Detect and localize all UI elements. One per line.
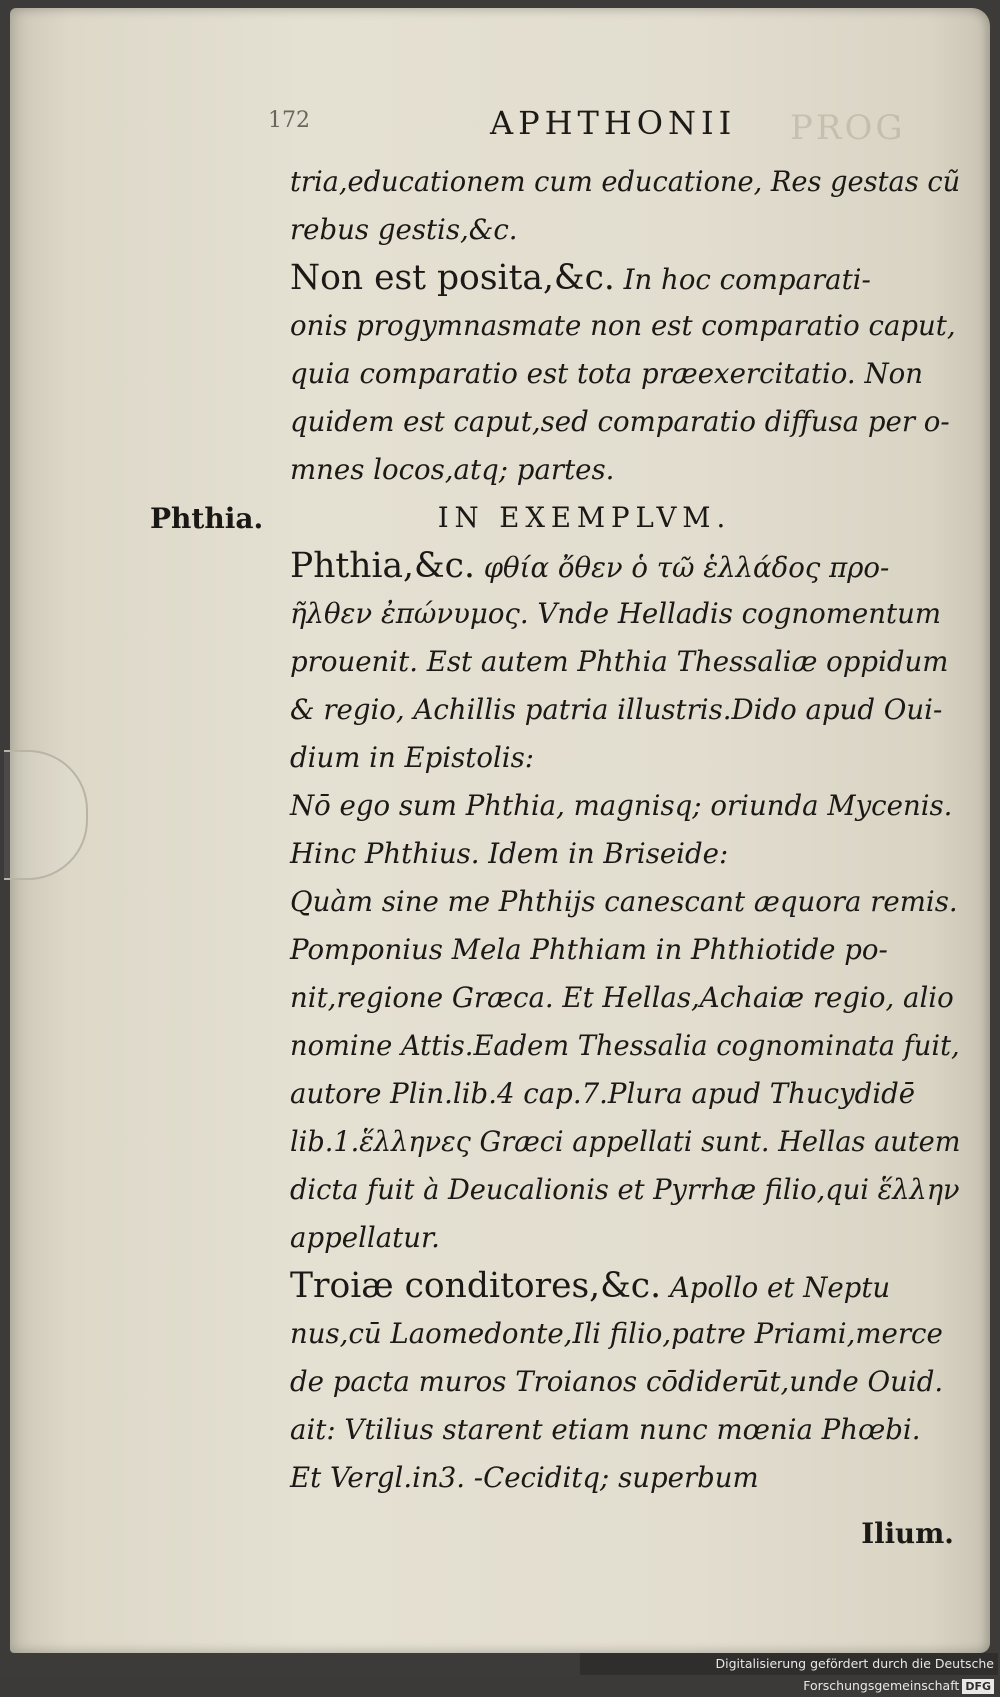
text-line (290, 974, 960, 1022)
page-body (290, 158, 970, 1558)
line-text: Et Vergl.in3. -Ceciditq; superbum (290, 1461, 759, 1494)
line-text: dicta fuit à Deucalionis et Pyrrhæ filio,qui ἕλλην (290, 1173, 960, 1206)
line-text: de pacta muros Troianos cōdiderūt,unde Ouid. (290, 1365, 944, 1398)
line-text: lib.1.ἕλληνες Græci appellati sunt. Hellas autem (290, 1125, 961, 1158)
line-text: IN EXEMPLVM. (437, 501, 732, 534)
text-line (290, 734, 960, 782)
line-text: Pomponius Mela Phthiam in Phthiotide po- (290, 933, 888, 966)
line-text: quia comparatio est tota præexercitatio. Non (290, 357, 923, 390)
text-line (290, 1118, 961, 1166)
line-text: Quàm sine me Phthijs canescant æquora remis. (290, 885, 958, 918)
line-text: ῆλθεν ἐπώνυμος. Vnde Helladis cognomentum (290, 597, 941, 630)
text-line (290, 1358, 960, 1406)
text-line (290, 158, 961, 206)
text-line (290, 638, 960, 686)
text-line (290, 782, 960, 830)
line-text: rebus gestis,&c. (290, 213, 518, 246)
text-line (290, 1510, 960, 1558)
line-text: prouenit. Est autem Phthia Thessaliæ oppidum (290, 645, 949, 678)
line-text: nomine Attis.Eadem Thessalia cognominata fuit, (290, 1029, 960, 1062)
text-line (290, 1166, 960, 1214)
text-line (290, 1070, 960, 1118)
text-line (290, 1022, 960, 1070)
line-text: Ilium. (861, 1517, 954, 1550)
text-line (290, 590, 960, 638)
text-line (290, 542, 960, 590)
line-text: Nō ego sum Phthia, magnisq; oriunda Mycenis. (290, 789, 953, 822)
margin-note: Phthia. (150, 502, 264, 535)
line-text: Hinc Phthius. Idem in Briseide: (290, 837, 729, 870)
text-line (290, 1310, 960, 1358)
text-line (290, 1214, 960, 1262)
text-line (290, 878, 960, 926)
text-line (290, 206, 960, 254)
footer-credit (580, 1653, 998, 1693)
line-text: quidem est caput,sed comparatio diffusa per o- (290, 405, 950, 438)
text-line (290, 926, 960, 974)
line-text: tria,educationem cum educatione, Res gestas cũ (290, 165, 961, 198)
section-heading (290, 494, 960, 542)
line-text: φθία ὄθεν ὁ τῶ ἑλλάδος προ- (483, 551, 890, 584)
text-line (290, 830, 960, 878)
text-line (290, 1406, 960, 1454)
text-line (290, 1454, 960, 1502)
footer-text: Digitalisierung gefördert durch die Deutsche Forschungsgemeinschaft (715, 1656, 994, 1693)
dfg-badge: DFG (962, 1679, 994, 1694)
text-line (290, 254, 960, 302)
running-title: APHTHONII (490, 104, 737, 142)
line-text: autore Plin.lib.4 cap.7.Plura apud Thucydidē (290, 1077, 916, 1110)
line-text: Apollo et Neptu (669, 1271, 891, 1304)
line-text: nit,regione Græca. Et Hellas,Achaiæ regio, alio (290, 981, 954, 1014)
page-number: 172 (268, 108, 310, 133)
line-text: nus,cū Laomedonte,Ili filio,patre Priami,merce (290, 1317, 943, 1350)
text-line (290, 1262, 960, 1310)
text-line (290, 398, 960, 446)
text-line (290, 350, 960, 398)
line-text: appellatur. (290, 1221, 440, 1254)
bleed-through-text: PROG (790, 108, 906, 148)
line-text: In hoc comparati- (623, 263, 871, 296)
line-text: onis progymnasmate non est comparatio caput, (290, 309, 956, 342)
line-text: dium in Epistolis: (290, 741, 535, 774)
lemma: Troiæ conditores,&c. (290, 1266, 662, 1306)
line-text: & regio, Achillis patria illustris.Dido apud Oui- (290, 693, 943, 726)
text-line (290, 302, 960, 350)
text-line (290, 686, 960, 734)
page-clip (4, 750, 88, 880)
lemma: Non est posita,&c. (290, 258, 615, 298)
text-line (290, 446, 960, 494)
line-text: ait: Vtilius starent etiam nunc mœnia Phœbi. (290, 1413, 921, 1446)
line-text: mnes locos,atq; partes. (290, 453, 615, 486)
lemma: Phthia,&c. (290, 546, 475, 586)
